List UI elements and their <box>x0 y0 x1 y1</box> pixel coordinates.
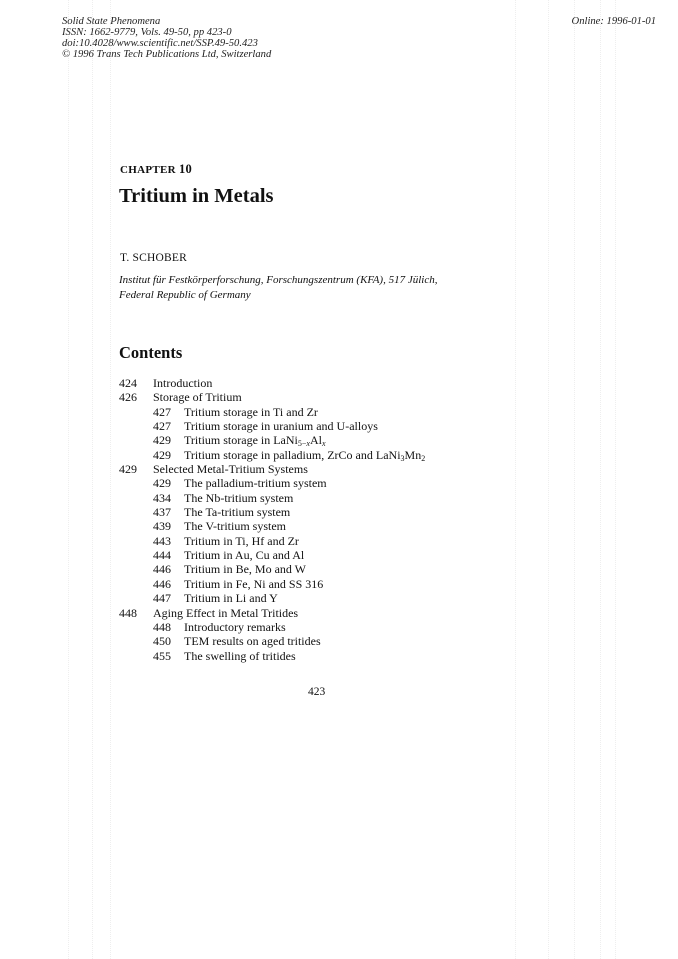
affiliation-line-1: Institut für Festkörperforschung, Forschungszentrum (KFA), 517 Jülich, <box>119 274 438 286</box>
toc-page-number: 447 <box>153 591 171 606</box>
watermark-line <box>574 0 575 959</box>
toc-page-number: 427 <box>153 404 171 419</box>
toc-page-number: 448 <box>119 605 137 620</box>
affiliation-line-2: Federal Republic of Germany <box>119 289 251 301</box>
toc-title: Tritium in Ti, Hf and Zr <box>184 533 299 548</box>
toc-title: Selected Metal-Tritium Systems <box>153 462 308 477</box>
toc-page-number: 439 <box>153 519 171 534</box>
toc-title: The Nb-tritium system <box>184 490 294 505</box>
watermark-line <box>548 0 549 959</box>
toc-page-number: 443 <box>153 533 171 548</box>
chapter-label <box>120 162 192 177</box>
watermark-line <box>110 0 111 959</box>
toc-title: Tritium in Fe, Ni and SS 316 <box>184 576 324 591</box>
toc-page-number: 446 <box>153 562 171 577</box>
toc-page-number: 455 <box>153 648 171 663</box>
toc-page-number: 427 <box>153 419 171 434</box>
toc-page-number: 448 <box>153 619 171 634</box>
watermark-line <box>600 0 601 959</box>
toc-page-number: 434 <box>153 490 171 505</box>
watermark-line <box>68 0 69 959</box>
chapter-number: 10 <box>178 162 193 176</box>
watermark-line <box>92 0 93 959</box>
toc-page-number: 429 <box>153 447 171 462</box>
toc-page-number: 429 <box>153 476 171 491</box>
toc-title: Tritium storage in palladium, ZrCo and $LaNi_3Mn_2$ <box>184 447 426 463</box>
toc-page-number: 429 <box>153 433 171 448</box>
journal-name: Solid State Phenomena <box>62 16 161 27</box>
toc-title: Tritium in Au, Cu and Al <box>184 548 305 563</box>
doi-line: doi:10.4028/www.scientific.net/SSP.49-50.423 <box>62 38 258 49</box>
toc-page-number: 450 <box>153 634 171 649</box>
toc-page-number: 424 <box>119 376 137 390</box>
toc-title: Storage of Tritium <box>153 390 242 405</box>
issn-line: ISSN: 1662-9779, Vols. 49-50, pp 423-0 <box>62 27 232 38</box>
online-date: Online: 1996-01-01 <box>571 16 656 27</box>
toc-title: Tritium storage in uranium and U-alloys <box>184 419 378 434</box>
author: T. SCHOBER <box>120 252 187 264</box>
toc-page-number: 426 <box>119 390 137 405</box>
toc-title: The palladium-tritium system <box>184 476 327 491</box>
toc-title: The V-tritium system <box>184 519 286 534</box>
toc-title: Introduction <box>153 376 213 390</box>
toc-title: TEM results on aged tritides <box>184 634 321 649</box>
toc-title: Tritium in Be, Mo and W <box>184 562 307 577</box>
copyright-line: © 1996 Trans Tech Publications Ltd, Switzerland <box>62 49 272 60</box>
toc-title: The swelling of tritides <box>184 648 296 663</box>
toc-title: Tritium storage in Ti and Zr <box>184 404 318 419</box>
watermark-line <box>615 0 616 959</box>
toc-page-number: 437 <box>153 505 171 520</box>
watermark-line <box>515 0 516 959</box>
toc-title: The Ta-tritium system <box>184 505 291 520</box>
toc-title: Introductory remarks <box>184 619 286 634</box>
toc-title: Aging Effect in Metal Tritides <box>153 605 299 620</box>
toc-page-number: 446 <box>153 576 171 591</box>
chapter-word: CHAPTER <box>120 164 176 176</box>
page-number: 423 <box>308 686 326 698</box>
affiliation <box>119 273 437 303</box>
toc-title: Tritium in Li and Y <box>184 591 278 606</box>
toc-page-number: 444 <box>153 548 171 563</box>
journal-header <box>62 16 271 60</box>
chapter-title: Tritium in Metals <box>119 185 274 207</box>
toc-page-number: 429 <box>119 462 137 477</box>
contents-heading: Contents <box>119 343 183 362</box>
toc-title: Tritium storage in $LaNi_{5-x}Al_x$ <box>184 433 326 449</box>
